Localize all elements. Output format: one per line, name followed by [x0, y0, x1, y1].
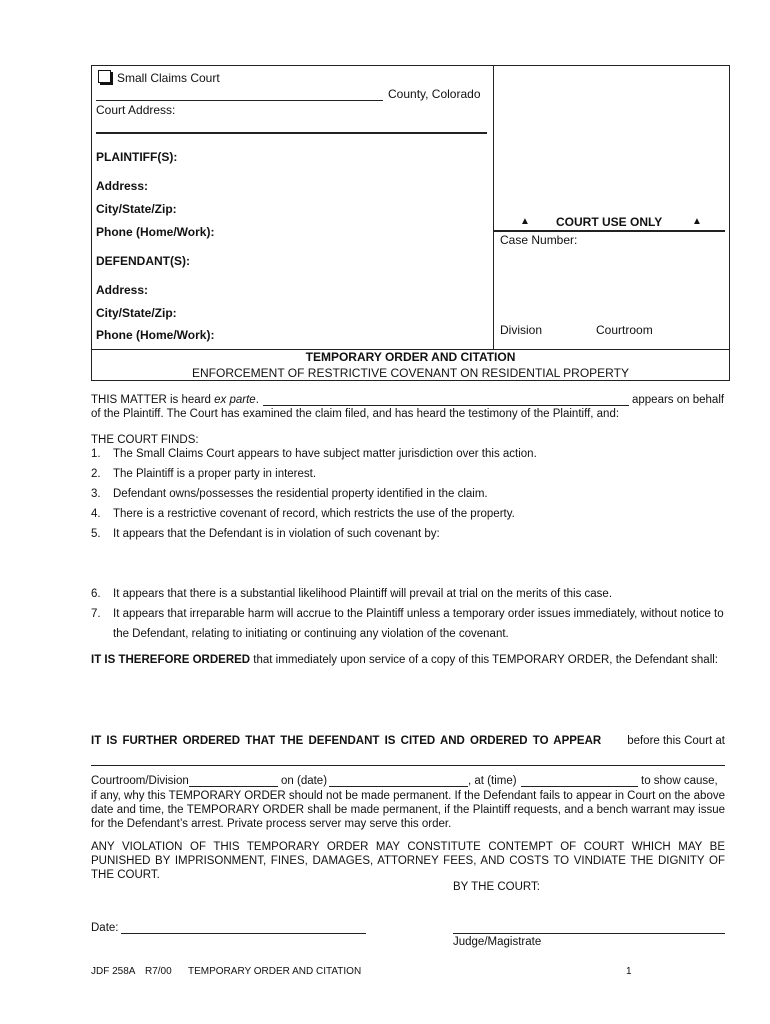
form-subtitle: ENFORCEMENT OF RESTRICTIVE COVENANT ON RESIDENTIAL PROPERTY [192, 366, 629, 380]
findings-heading: THE COURT FINDS: [91, 434, 199, 446]
plaintiff-address-label: Address: [96, 179, 149, 193]
further-line [91, 735, 725, 747]
courtroom-division-label: Courtroom/Division [91, 775, 189, 787]
court-address-label: Court Address: [96, 103, 176, 117]
courtroom-division-line[interactable] [189, 786, 278, 787]
caption-box [91, 65, 730, 350]
finding-text: It appears that there is a substantial likelihood Plaintiff will prevail at trial on the merits of this case. [113, 588, 613, 600]
defendant-address-label: Address: [96, 283, 149, 297]
division-label: Division [500, 323, 543, 337]
by-the-court-label: BY THE COURT: [453, 881, 540, 893]
arrow-up-icon: ▲ [692, 216, 702, 227]
plaintiff-city-label: City/State/Zip: [96, 202, 177, 216]
defendant-city-label: City/State/Zip: [96, 306, 177, 320]
show-cause-label: to show cause, [641, 775, 718, 787]
court-address-line [96, 132, 487, 134]
judge-label: Judge/Magistrate [453, 936, 542, 948]
at-time-label: , at (time) [468, 775, 517, 787]
violation-paragraph: ANY VIOLATION OF THIS TEMPORARY ORDER MAY CONSTITUTE CONTEMPT OF COURT WHICH MAY BE PUNISHED BY IMPRISONMENT, FINES, DAMAGES, ATTORNEY FEES, AND COSTS TO VINDIATE THE DIGNITY OF THE COURT. [91, 841, 725, 881]
case-number-label: Case Number: [500, 233, 578, 247]
date-label: Date: [91, 922, 119, 934]
finding-text: Defendant owns/possesses the residential property identified in the claim. [113, 488, 488, 500]
arrow-up-icon: ▲ [520, 216, 530, 227]
further-paragraph: if any, why this TEMPORARY ORDER should not be made permanent. If the Defendant fails to appear in Court on the above date and time, the TEMPORARY ORDER shall be made permanent, if the Plaintiff requests, and a bench warrant may issue for the Defendant’s arrest. Private process server may serve this order. [91, 790, 725, 830]
plaintiff-phone-label: Phone (Home/Work): [96, 225, 215, 239]
intro-line-2: of the Plaintiff. The Court has examined the claim filed, and has heard the testimony of the Plaintiff, and: [91, 408, 620, 420]
appearing-party-line[interactable] [263, 405, 629, 406]
defendants-label: DEFENDANT(S): [96, 254, 190, 268]
judge-signature-line[interactable] [453, 933, 725, 934]
finding-text: It appears that irreparable harm will accrue to the Plaintiff unless a temporary order issues immediately, without notice to [113, 608, 724, 620]
ordered-line [91, 654, 718, 666]
appears-label: appears on behalf [632, 394, 725, 406]
footer-form-title: TEMPORARY ORDER AND CITATION [188, 966, 362, 977]
hearing-time-line[interactable] [521, 786, 638, 787]
court-use-only-label: COURT USE ONLY [556, 215, 663, 229]
small-claims-label: Small Claims Court [117, 71, 220, 85]
finding-text: There is a restrictive covenant of record, which restricts the use of the property. [113, 508, 515, 520]
court-location-line[interactable] [91, 765, 725, 766]
courtroom-label: Courtroom [596, 323, 653, 337]
finding-number: 4. [91, 508, 101, 520]
finding-text: It appears that the Defendant is in violation of such covenant by: [113, 528, 440, 540]
finding-number: 5. [91, 528, 101, 540]
county-label: County, Colorado [388, 87, 481, 101]
county-line [96, 100, 383, 101]
intro-prefix: THIS MATTER is heard [91, 394, 215, 406]
intro-line [91, 394, 259, 406]
ordered-bold: IT IS THEREFORE ORDERED [91, 654, 251, 666]
defendant-phone-label: Phone (Home/Work): [96, 328, 215, 342]
further-bold: IT IS FURTHER ORDERED THAT THE DEFENDANT IS CITED AND ORDERED TO APPEAR [91, 735, 602, 747]
finding-number: 7. [91, 608, 101, 620]
signature-date-line[interactable] [121, 933, 366, 934]
finding-number: 1. [91, 448, 101, 460]
small-claims-checkbox[interactable] [98, 70, 111, 83]
caption-divider [493, 65, 494, 350]
ordered-rest: that immediately upon service of a copy of this TEMPORARY ORDER, the Defendant shall: [250, 654, 718, 666]
on-date-label: on (date) [281, 775, 328, 787]
hearing-date-line[interactable] [329, 786, 468, 787]
form-number: JDF 258A [91, 966, 136, 977]
court-use-divider [494, 230, 725, 232]
form-revision: R7/00 [145, 966, 172, 977]
finding-text: The Plaintiff is a proper party in interest. [113, 468, 317, 480]
form-title: TEMPORARY ORDER AND CITATION [305, 350, 516, 364]
finding-text: The Small Claims Court appears to have subject matter jurisdiction over this action. [113, 448, 537, 460]
finding-number: 3. [91, 488, 101, 500]
intro-period: . [255, 394, 259, 406]
page-number: 1 [626, 966, 632, 977]
finding-number: 6. [91, 588, 101, 600]
finding-text-continued: the Defendant, relating to initiating or continuing any violation of the covenant. [113, 628, 509, 640]
ex-parte: ex parte [214, 394, 256, 406]
plaintiffs-label: PLAINTIFF(S): [96, 150, 178, 164]
further-rest: before this Court at [627, 735, 725, 747]
finding-number: 2. [91, 468, 101, 480]
